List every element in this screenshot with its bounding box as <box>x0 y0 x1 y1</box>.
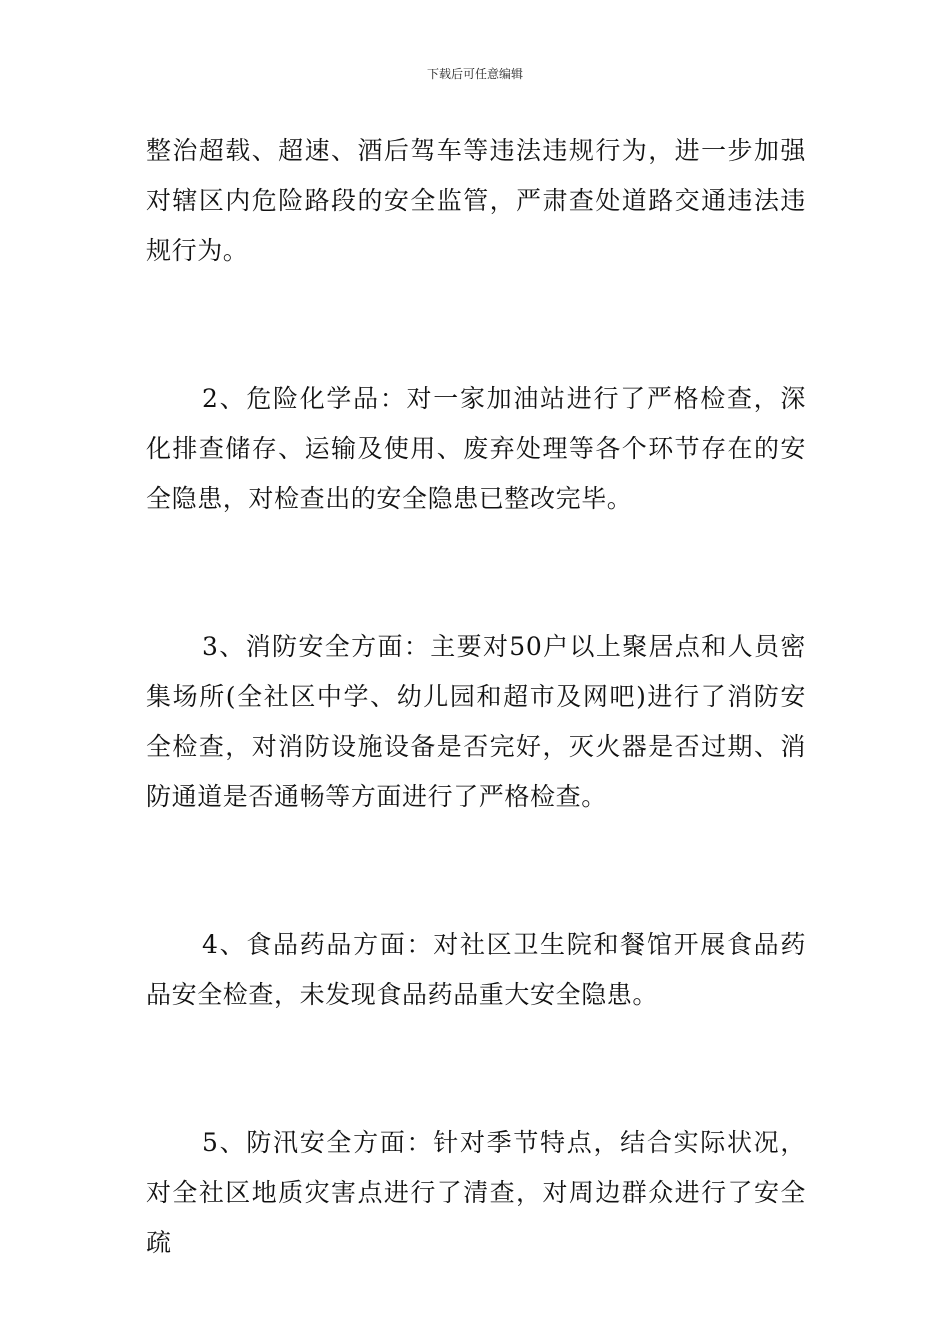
paragraph-flood-control: 5、防汛安全方面：针对季节特点，结合实际状况，对全社区地质灾害点进行了清查，对周边群众进行了安全疏 <box>146 1128 806 1257</box>
page-header-note: 下载后可任意编辑 <box>426 67 523 81</box>
paragraph-food-drug: 4、食品药品方面：对社区卫生院和餐馆开展食品药品安全检查，未发现食品药品重大安全隐患。 <box>146 930 806 1009</box>
paragraph-hazardous-chemicals: 2、危险化学品：对一家加油站进行了严格检查，深化排查储存、运输及使用、废弃处理等各个环节存在的安全隐患，对检查出的安全隐患已整改完毕。 <box>146 384 806 513</box>
paragraph-fire-safety: 3、消防安全方面：主要对50户以上聚居点和人员密集场所(全社区中学、幼儿园和超市及网吧)进行了消防安全检查，对消防设施设备是否完好，灭火器是否过期、消防通道是否通畅等方面进行了严格检查。 <box>146 632 806 811</box>
paragraph-traffic-continued: 整治超载、超速、酒后驾车等违法违规行为，进一步加强对辖区内危险路段的安全监管，严肃查处道路交通违法违规行为。 <box>146 136 806 265</box>
